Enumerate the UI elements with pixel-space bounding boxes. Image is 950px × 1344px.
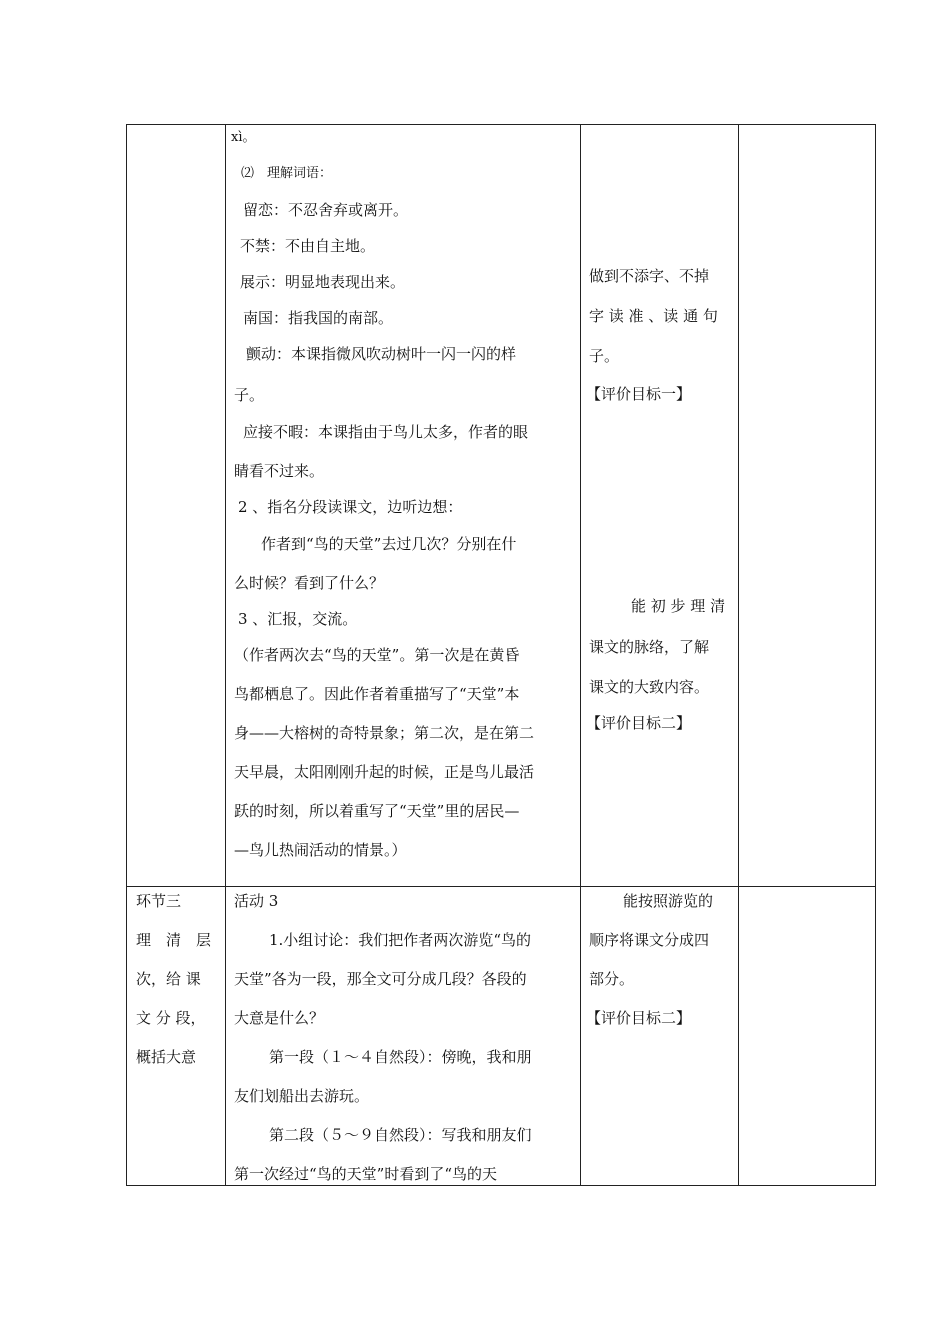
eval-line: 子。	[589, 347, 620, 365]
eval-line: 能按照游览的	[623, 892, 714, 910]
table-border-top	[126, 124, 876, 125]
content-line: 南国：指我国的南部。	[243, 309, 394, 327]
content-line: 颤动：本课指微风吹动树叶一闪一闪的样	[246, 345, 517, 363]
activity-title: 活动 3	[234, 892, 279, 910]
content-line: 第二段（５～９自然段）：写我和朋友们	[269, 1126, 532, 1144]
content-line: 身——大榕树的奇特景象；第二次，是在第二	[234, 724, 535, 742]
eval-line: 课文的大致内容。	[589, 678, 710, 696]
content-line: 展示：明显地表现出来。	[240, 273, 406, 291]
content-line: （作者两次去“鸟的天堂”。第一次是在黄昏	[234, 646, 520, 664]
eval-line: 能 初 步 理 清	[631, 597, 726, 615]
eval-line: 课文的脉络，了解	[589, 638, 710, 656]
column-divider-1	[225, 124, 226, 1186]
row-divider	[126, 886, 876, 887]
content-line: 天堂”各为一段，那全文可分成几段？各段的	[234, 970, 527, 988]
content-line: 睛看不过来。	[234, 462, 325, 480]
stage-label: 次，给 课	[136, 970, 201, 988]
content-line: ⑵ 理解词语：	[241, 166, 333, 181]
eval-line: 做到不添字、不掉	[589, 267, 710, 285]
lesson-plan-table	[126, 124, 876, 1186]
content-line: 友们划船出去游玩。	[234, 1087, 370, 1105]
content-line: 3 、汇报，交流。	[238, 610, 358, 628]
eval-line: 部分。	[589, 970, 635, 988]
content-line: 鸟都栖息了。因此作者着重描写了“天堂”本	[234, 685, 520, 703]
content-line: —鸟儿热闹活动的情景。）	[234, 841, 407, 859]
content-line: 天早晨，太阳刚刚升起的时候，正是鸟儿最活	[234, 763, 535, 781]
stage-label: 环节三	[136, 892, 182, 910]
eval-line: 字 读 准 、读 通 句	[589, 307, 718, 325]
table-border-left	[126, 124, 127, 1186]
content-line: 么时候？看到了什么？	[234, 574, 385, 592]
content-line: xì。	[231, 130, 256, 145]
eval-line: 顺序将课文分成四	[589, 931, 710, 949]
stage-label: 概括大意	[136, 1048, 197, 1066]
content-line: 留恋：不忍舍弃或离开。	[243, 201, 409, 219]
table-border-bottom	[126, 1185, 876, 1186]
table-border-right	[875, 124, 876, 1186]
content-line: 2 、指名分段读课文，边听边想：	[238, 498, 463, 516]
content-line: 大意是什么？	[234, 1009, 325, 1027]
stage-label: 文 分 段，	[136, 1009, 206, 1027]
content-line: 应接不暇：本课指由于鸟儿太多，作者的眼	[243, 423, 529, 441]
content-line: 第一段（１～４自然段）：傍晚，我和朋	[269, 1048, 532, 1066]
column-divider-3	[738, 124, 739, 1186]
column-divider-2	[580, 124, 581, 1186]
content-line: 跃的时刻，所以着重写了“天堂”里的居民—	[234, 802, 520, 820]
eval-target-label: 【评价目标一】	[586, 385, 692, 403]
eval-target-label: 【评价目标二】	[586, 714, 692, 732]
content-line: 子。	[234, 386, 265, 404]
content-line: 1.小组讨论：我们把作者两次游览“鸟的	[269, 931, 531, 949]
stage-label: 理 清 层	[136, 931, 212, 949]
content-line: 第一次经过“鸟的天堂”时看到了“鸟的天	[234, 1165, 498, 1183]
content-line: 不禁：不由自主地。	[240, 237, 376, 255]
content-line: 作者到“鸟的天堂”去过几次？分别在什	[261, 535, 517, 553]
eval-target-label: 【评价目标二】	[586, 1009, 692, 1027]
